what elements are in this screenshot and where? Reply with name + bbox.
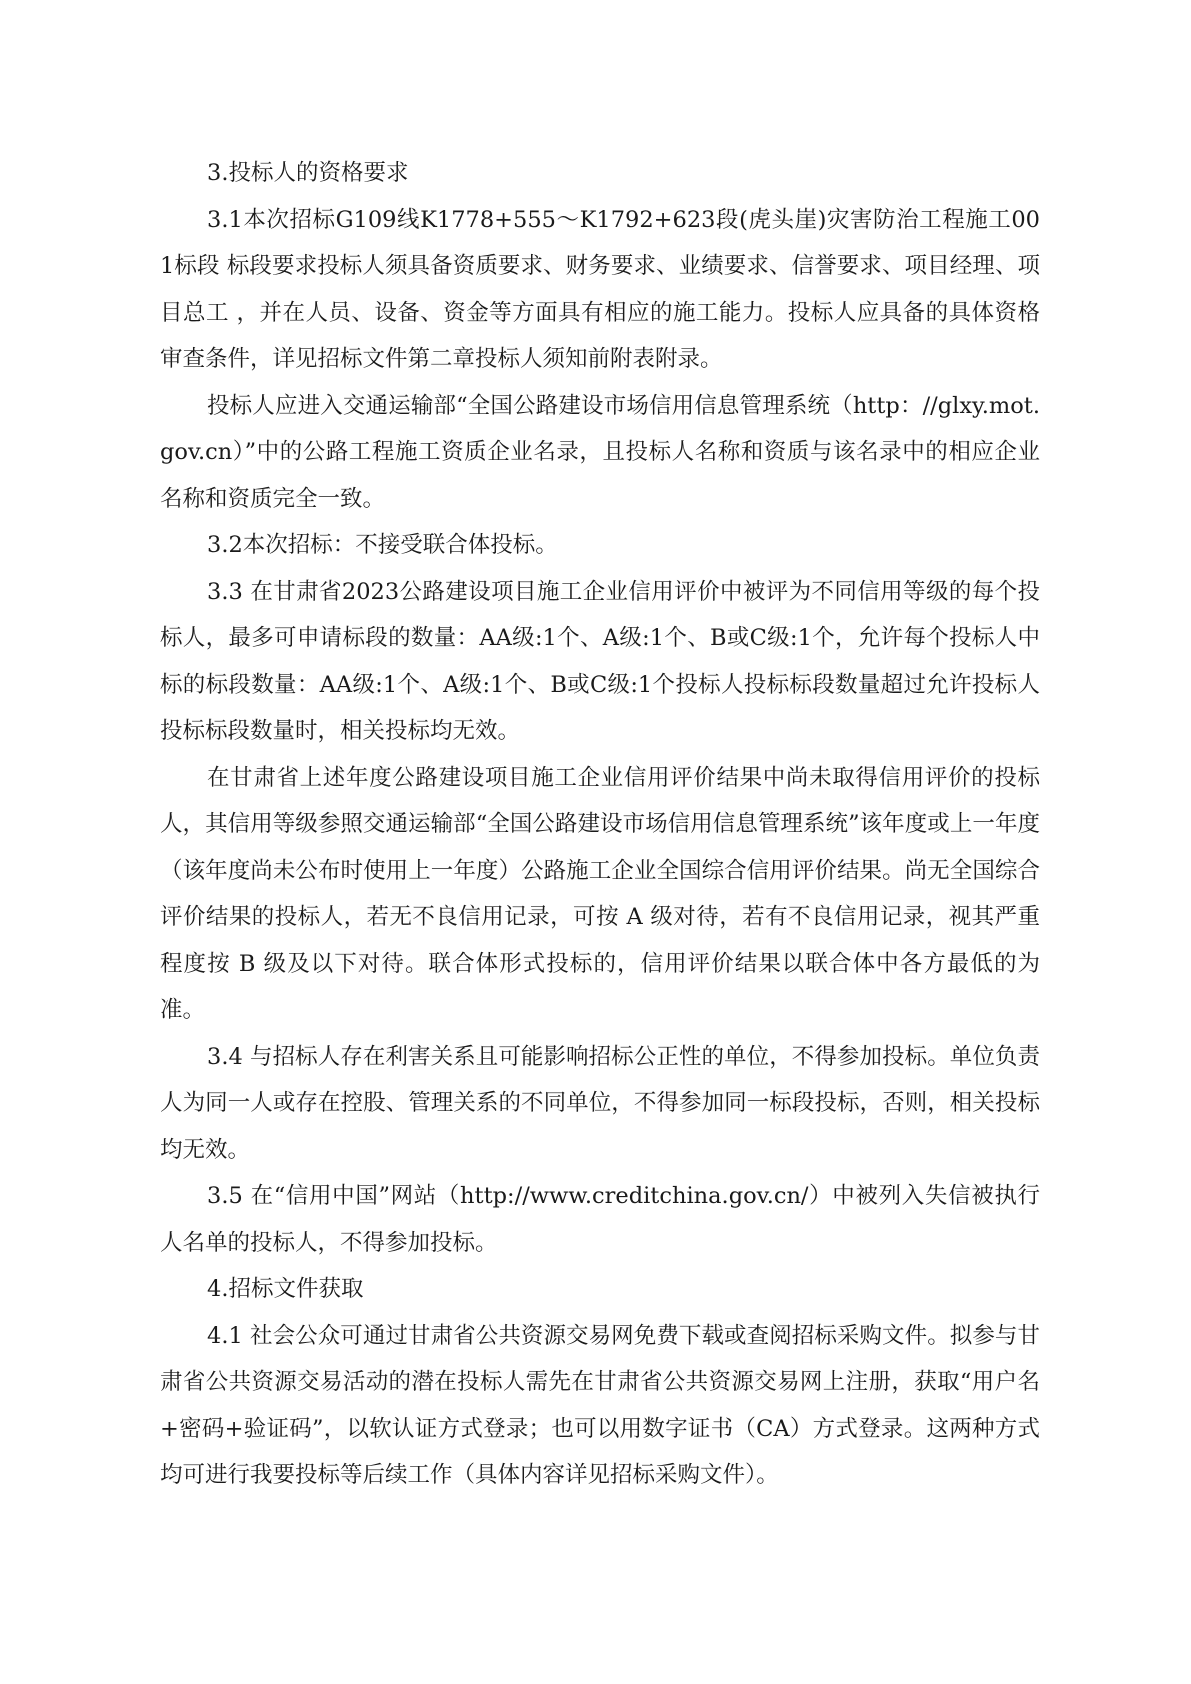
paragraph-4-1: 4.1 社会公众可通过甘肃省公共资源交易网免费下载或查阅招标采购文件。拟参与甘肃省公共资源交易活动的潜在投标人需先在甘肃省公共资源交易网上注册，获取“用户名+密码+验证码”，以软认证方式登录；也可以用数字证书（CA）方式登录。这两种方式均可进行我要投标等后续工作（具体内容详见招标采购文件）。 — [160, 1322, 1040, 1488]
paragraph-3-3: 3.3 在甘肃省2023公路建设项目施工企业信用评价中被评为不同信用等级的每个投标人，最多可申请标段的数量：AA级:1个、A级:1个、B或C级:1个，允许每个投标人中标的标段数量：AA级:1个、A级:1个、B或C级:1个投标人投标标段数量超过允许投标人投标标段数量时，相关投标均无效。 — [160, 578, 1040, 744]
paragraph-credit-system: 投标人应进入交通运输部“全国公路建设市场信用信息管理系统（http：//glxy.mot.gov.cn）”中的公路工程施工资质企业名录，且投标人名称和资质与该名录中的相应企业名称和资质完全一致。 — [160, 392, 1040, 512]
paragraph-credit-rating: 在甘肃省上述年度公路建设项目施工企业信用评价结果中尚未取得信用评价的投标人，其信用等级参照交通运输部“全国公路建设市场信用信息管理系统”该年度或上一年度（该年度尚未公布时使用上一年度）公路施工企业全国综合信用评价结果。尚无全国综合评价结果的投标人，若无不良信用记录，可按 A 级对待，若有不良信用记录，视其严重程度按 B 级及以下对待。联合体形式投标的，信用评价结果以联合体中各方最低的为准。 — [160, 764, 1040, 1023]
heading-qualification-requirements: 3.投标人的资格要求 — [207, 160, 409, 186]
paragraph-3-4: 3.4 与招标人存在利害关系且可能影响招标公正性的单位，不得参加投标。单位负责人为同一人或存在控股、管理关系的不同单位，不得参加同一标段投标，否则，相关投标均无效。 — [160, 1043, 1040, 1163]
paragraph-3-5: 3.5 在“信用中国”网站（http://www.creditchina.gov.cn/）中被列入失信被执行人名单的投标人，不得参加投标。 — [160, 1183, 1040, 1256]
paragraph-3-2: 3.2本次招标：不接受联合体投标。 — [207, 532, 558, 558]
paragraph-3-1: 3.1本次招标G109线K1778+555～K1792+623段(虎头崖)灾害防治工程施工001标段 标段要求投标人须具备资质要求、财务要求、业绩要求、信誉要求、项目经理、项目总工 ，并在人员、设备、资金等方面具有相应的施工能力。投标人应具备的具体资格审查条件，详见招标文件第二章投标人须知前附表附录。 — [160, 206, 1040, 372]
document-body — [160, 150, 1040, 1499]
heading-bid-documents: 4.招标文件获取 — [207, 1276, 364, 1302]
